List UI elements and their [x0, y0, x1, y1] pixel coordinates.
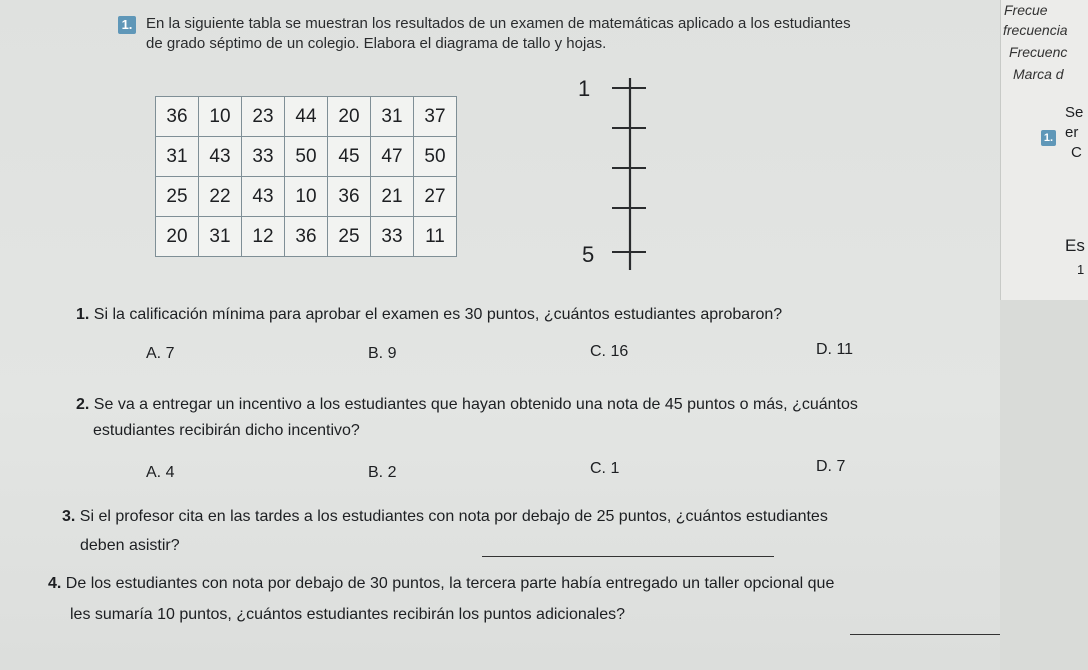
table-cell: 25: [328, 217, 371, 257]
question-4-number: 4.: [48, 575, 62, 592]
table-cell: 10: [285, 177, 328, 217]
right-label-4: Marca d: [1013, 66, 1064, 82]
table-cell: 45: [328, 137, 371, 177]
right-fragment-2: er: [1065, 124, 1079, 141]
table-row: [156, 137, 457, 177]
table-cell: 31: [371, 97, 414, 137]
table-cell: 12: [242, 217, 285, 257]
q1-option-d[interactable]: D. 11: [816, 341, 854, 358]
table-cell: 21: [371, 177, 414, 217]
question-3-text-line1: Si el profesor cita en las tardes a los estudiantes con nota por debajo de 25 puntos, ¿cuántos estudiantes: [79, 508, 828, 525]
stem-top-label: 1: [578, 76, 591, 101]
question-4-text-line2: les sumaría 10 puntos, ¿cuántos estudiantes recibirán los puntos adicionales?: [70, 606, 625, 623]
question-3-text-line2: deben asistir?: [80, 537, 180, 554]
q1-option-a[interactable]: A. 7: [146, 345, 175, 362]
question-4: [48, 575, 834, 593]
right-fragment-3: C: [1071, 144, 1082, 161]
stem-bottom-label: 5: [582, 242, 595, 267]
question-3-number: 3.: [62, 508, 76, 525]
question-2: [76, 396, 858, 414]
table-cell: 37: [414, 97, 457, 137]
scores-table: [155, 96, 457, 257]
facing-page: [1000, 0, 1088, 300]
exercise-intro-line2: de grado séptimo de un colegio. Elabora el diagrama de tallo y hojas.: [146, 35, 607, 52]
right-label-2: frecuencia: [1003, 22, 1068, 38]
table-cell: 47: [371, 137, 414, 177]
right-fragment-1: Se: [1065, 104, 1084, 121]
question-2-text-line2: estudiantes recibirán dicho incentivo?: [93, 422, 360, 439]
question-2-text-line1: Se va a entregar un incentivo a los estudiantes que hayan obtenido una nota de 45 puntos o más, ¿cuántos: [93, 396, 858, 413]
table-cell: 31: [156, 137, 199, 177]
exercise-intro-line1: En la siguiente tabla se muestran los resultados de un examen de matemáticas aplicado a los estudiantes: [146, 15, 851, 32]
table-cell: 36: [156, 97, 199, 137]
table-row: [156, 97, 457, 137]
q2-option-d[interactable]: D. 7: [816, 458, 846, 475]
question-4-text-line1: De los estudiantes con nota por debajo de 30 puntos, la tercera parte había entregado un taller opcional que: [65, 575, 835, 592]
right-label-3: Frecuenc: [1009, 44, 1068, 60]
question-2-number: 2.: [76, 396, 90, 413]
stem-axis: [600, 70, 670, 275]
table-cell: 25: [156, 177, 199, 217]
table-cell: 50: [414, 137, 457, 177]
table-cell: 10: [199, 97, 242, 137]
question-3: [62, 508, 828, 526]
q2-option-a[interactable]: A. 4: [146, 464, 175, 481]
table-cell: 33: [371, 217, 414, 257]
q1-option-b[interactable]: B. 9: [368, 345, 397, 362]
table-cell: 43: [242, 177, 285, 217]
question-1: [76, 306, 782, 324]
table-cell: 43: [199, 137, 242, 177]
table-cell: 33: [242, 137, 285, 177]
q3-answer-line[interactable]: [482, 556, 774, 557]
question-1-text: Si la calificación mínima para aprobar el examen es 30 puntos, ¿cuántos estudiantes aprobaron?: [93, 306, 783, 323]
right-label-1: Frecue: [1004, 2, 1048, 18]
table-cell: 50: [285, 137, 328, 177]
right-badge: 1.: [1041, 130, 1056, 146]
table-cell: 11: [414, 217, 457, 257]
table-cell: 20: [328, 97, 371, 137]
question-1-number: 1.: [76, 306, 90, 323]
table-cell: 31: [199, 217, 242, 257]
table-row: [156, 177, 457, 217]
right-fragment-5: 1: [1077, 262, 1085, 277]
table-row: [156, 217, 457, 257]
table-cell: 44: [285, 97, 328, 137]
table-cell: 27: [414, 177, 457, 217]
q1-option-c[interactable]: C. 16: [590, 343, 629, 360]
table-cell: 22: [199, 177, 242, 217]
table-cell: 20: [156, 217, 199, 257]
q4-answer-line[interactable]: [850, 634, 1000, 635]
table-cell: 36: [328, 177, 371, 217]
table-cell: 36: [285, 217, 328, 257]
table-cell: 23: [242, 97, 285, 137]
q2-option-b[interactable]: B. 2: [368, 464, 397, 481]
q2-option-c[interactable]: C. 1: [590, 460, 620, 477]
exercise-number-badge: 1.: [118, 16, 136, 34]
right-fragment-4: Es: [1065, 236, 1085, 255]
